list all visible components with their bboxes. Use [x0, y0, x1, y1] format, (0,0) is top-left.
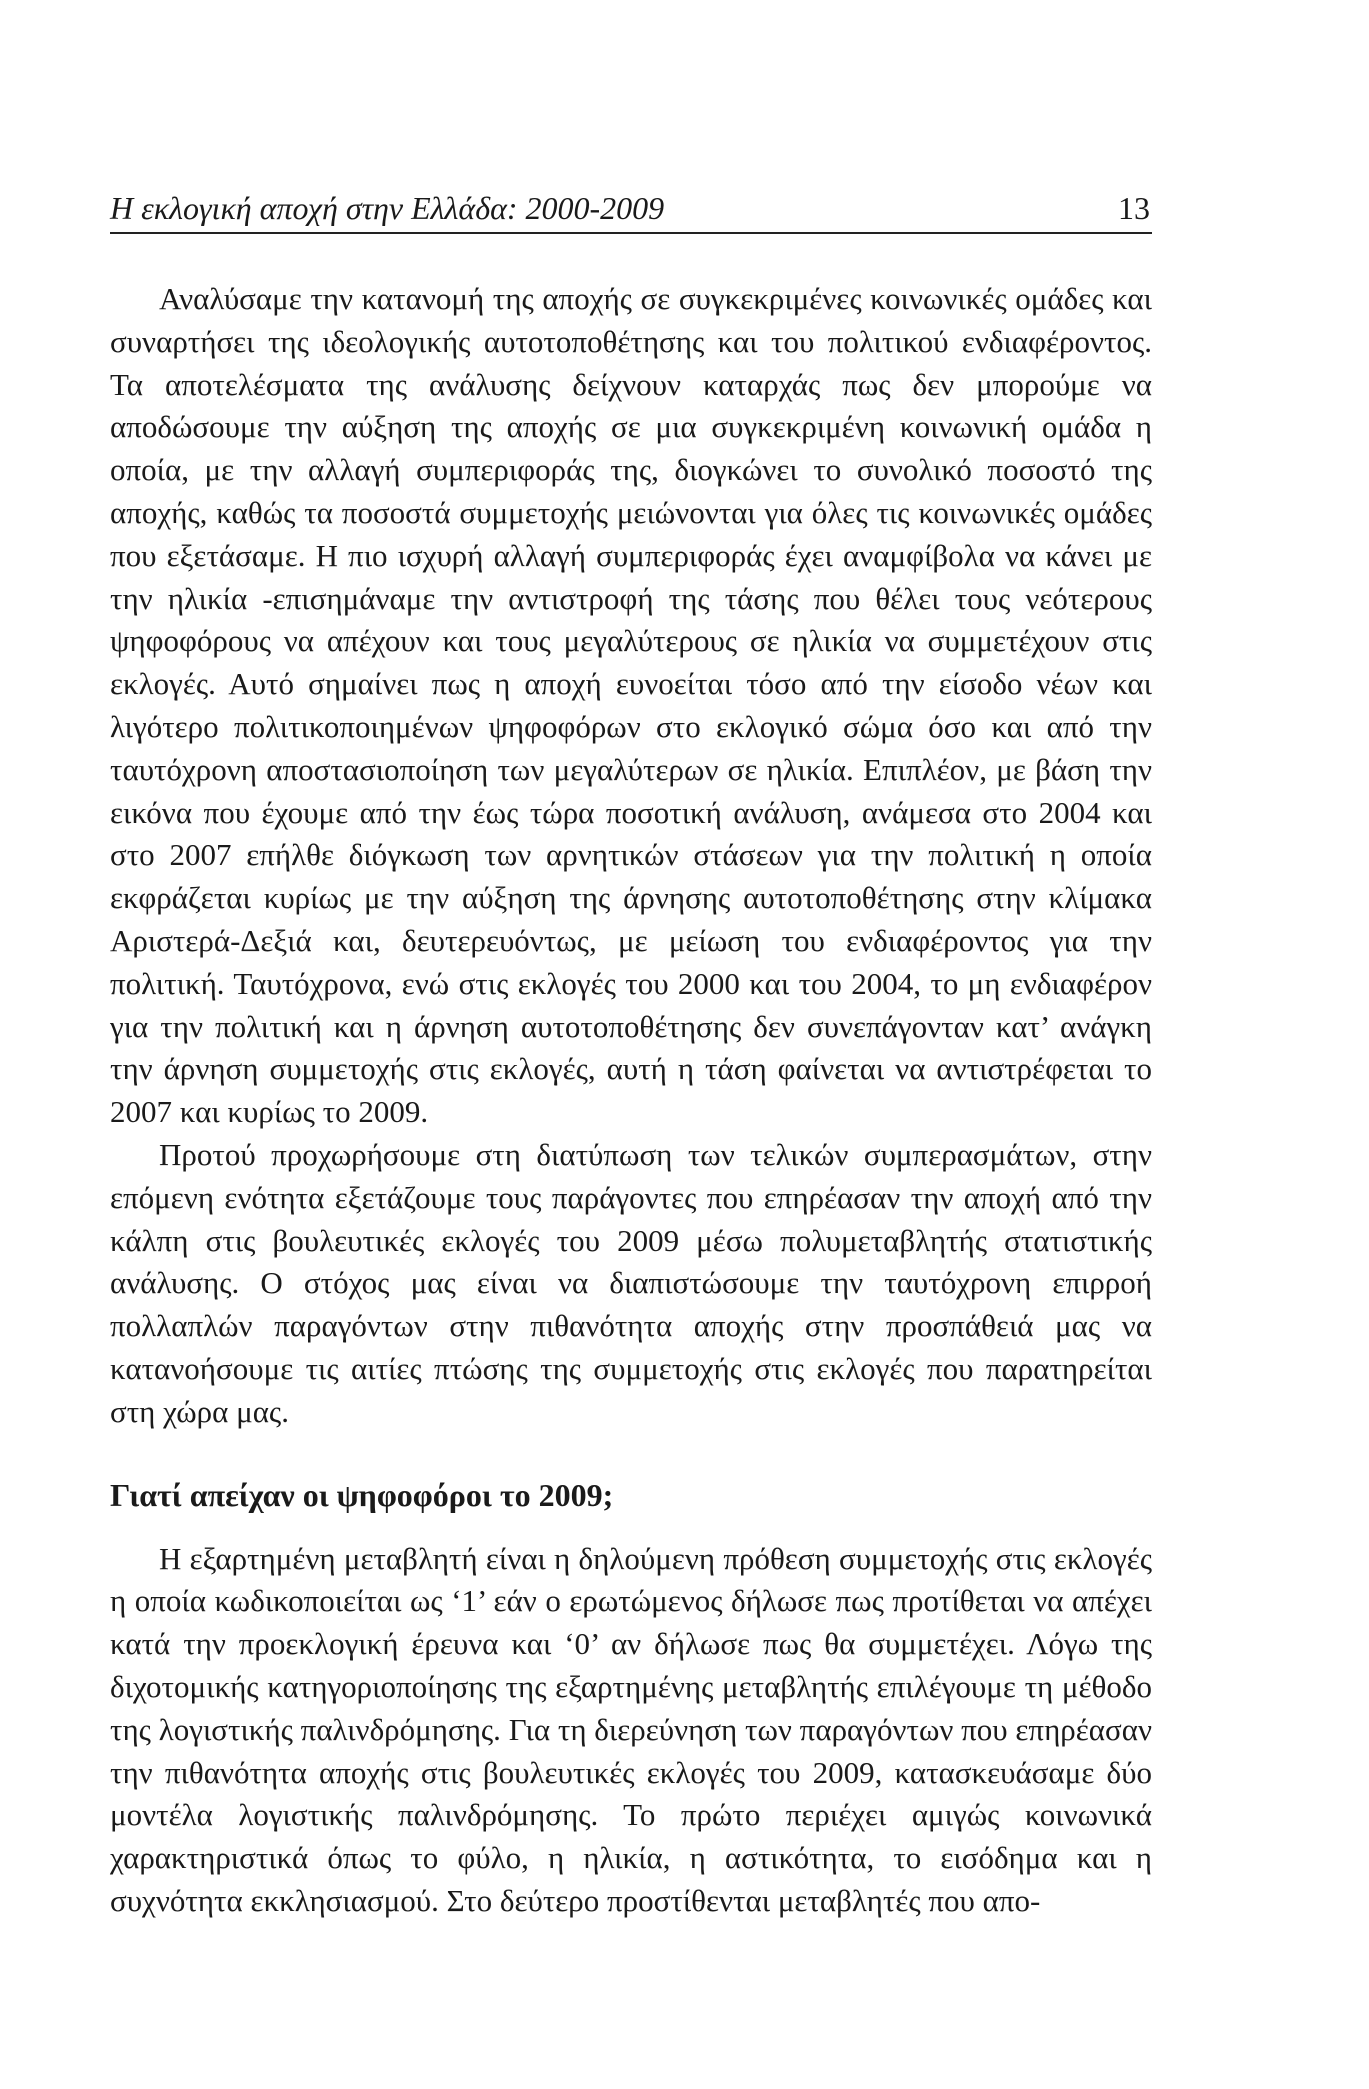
running-header-title: Η εκλογική αποχή στην Ελλάδα: 2000-2009 — [110, 190, 665, 226]
paragraph-abstention-analysis: Αναλύσαμε την κατανομή της αποχής σε συγκεκριμένες κοινωνικές ομάδες και συναρτήσει της ιδεολογικής αυτοτοποθέτησης και του πολιτικού ενδιαφέροντος. Τα αποτελέσματα της ανάλυσης δείχνουν καταρχάς πως δεν μπορούμε να αποδώσουμε την αύξηση της αποχής σε μια συγκεκριμένη κοινωνική ομάδα η οποία, με την αλλαγή συμπεριφοράς της, διογκώνει το συνολικό ποσοστό της αποχής, καθώς τα ποσοστά συμμετοχής μειώνονται για όλες τις κοινωνικές ομάδες που εξετάσαμε. Η πιο ισχυρή αλλαγή συμπεριφοράς έχει αναμφίβολα να κάνει με την ηλικία -επισημάναμε την αντιστροφή της τάσης που θέλει τους νεότερους ψηφοφόρους να απέχουν και τους μεγαλύτερους σε ηλικία να συμμετέχουν στις εκλογές. Αυτό σημαίνει πως η αποχή ευνοείται τόσο από την είσοδο νέων και λιγότερο πολιτικοποιημένων ψηφοφόρων στο εκλογικό σώμα όσο και από την ταυτόχρονη αποστασιοποίηση των μεγαλύτερων σε ηλικία. Επιπλέον, με βάση την εικόνα που έχουμε από την έως τώρα ποσοτική ανάλυση, ανάμεσα στο 2004 και στο 2007 επήλθε διόγκωση των αρνητικών στάσεων για την πολιτική η οποία εκφράζεται κυρίως με την αύξηση της άρνησης αυτοτοποθέτησης στην κλίμακα Αριστερά-Δεξιά και, δευτερευόντως, με μείωση του ενδιαφέροντος για την πολιτική. Ταυτόχρονα, ενώ στις εκλογές του 2000 και του 2004, το μη ενδιαφέρον για την πολιτική και η άρνηση αυτοτοποθέτησης δεν συνεπάγονταν κατ’ ανάγκη την άρνηση συμμετοχής στις εκλογές, αυτή η τάση φαίνεται να αντιστρέφεται το 2007 και κυρίως το 2009. — [110, 281, 1152, 1130]
running-header — [110, 188, 1152, 234]
document-page — [110, 188, 1152, 1923]
page-number: 13 — [1118, 190, 1150, 226]
section-heading: Γιατί απείχαν οι ψηφοφόροι το 2009; — [110, 1476, 614, 1513]
paragraph-next-section-intro: Προτού προχωρήσουμε στη διατύπωση των τελικών συμπερασμάτων, στην επόμενη ενότητα εξετάζουμε τους παράγοντες που επηρέασαν την αποχή από την κάλπη στις βουλευτικές εκλογές του 2009 μέσω πολυμεταβλητής στατιστικής ανάλυσης. Ο στόχος μας είναι να διαπιστώσουμε την ταυτόχρονη επιρροή πολλαπλών παραγόντων στην πιθανότητα αποχής στην προσπάθειά μας να κατανοήσουμε τις αιτίες πτώσης της συμμετοχής στις εκλογές που παρατηρείται στη χώρα μας. — [110, 1136, 1152, 1429]
paragraph-dependent-variable: Η εξαρτημένη μεταβλητή είναι η δηλούμενη πρόθεση συμμετοχής στις εκλογές η οποία κωδικοποιείται ως ‘1’ εάν ο ερωτώμενος δήλωσε πως προτίθεται να απέχει κατά την προεκλογική έρευνα και ‘0’ αν δήλωσε πως θα συμμετέχει. Λόγω της διχοτομικής κατηγοριοποίησης της εξαρτημένης μεταβλητής επιλέγουμε τη μέθοδο της λογιστικής παλινδρόμησης. Για τη διερεύνηση των παραγόντων που επηρέασαν την πιθανότητα αποχής στις βουλευτικές εκλογές του 2009, κατασκευάσαμε δύο μοντέλα λογιστικής παλινδρόμησης. Το πρώτο περιέχει αμιγώς κοινωνικά χαρακτηριστικά όπως το φύλο, η ηλικία, η αστικότητα, το εισόδημα και η συχνότητα εκκλησιασμού. Στο δεύτερο προστίθενται μεταβλητές που απο- — [110, 1540, 1152, 1918]
body-text — [110, 278, 1152, 1923]
